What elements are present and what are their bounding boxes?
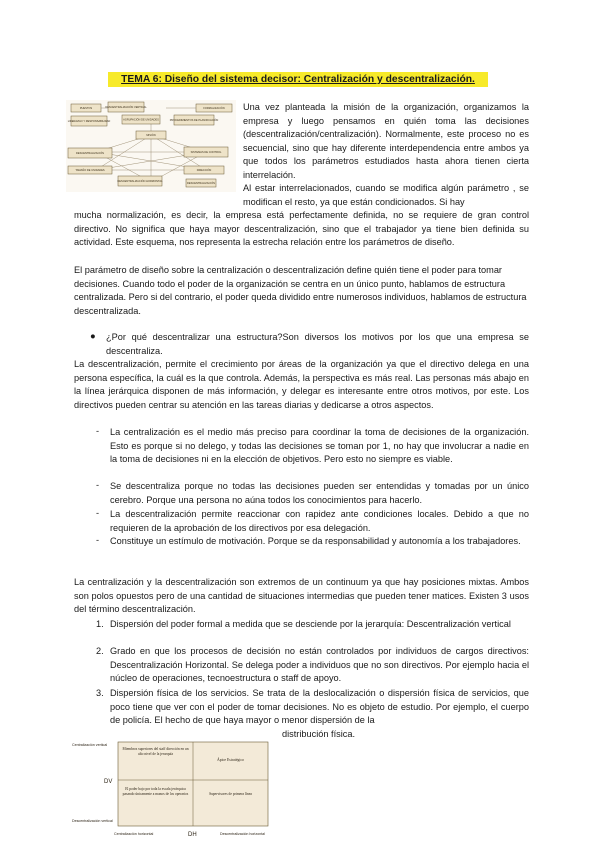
centralization-definition: El parámetro de diseño sobre la centralización o descentralización define quién tiene el poder para tomar decisiones. Cuando todo el poder de la organización se centra en un único punto, hablamos de estructura centralizada. Pero si del contrario, el poder queda dividido entre numerosos individuos, hablamos de estructura descentralizada. xyxy=(74,265,527,316)
x-axis-mid-label: DH xyxy=(188,832,197,838)
bullet-dot: ● xyxy=(90,330,96,341)
usage-item: Dispersión del poder formal a medida que se desciende por la jerarquía: Descentralización vertical xyxy=(110,619,511,629)
list-number: 1. xyxy=(96,619,104,629)
reason-item: Constituye un estímulo de motivación. Porque se da responsabilidad y autonomía a los trabajadores. xyxy=(110,536,521,546)
intro-paragraph-right: Una vez planteada la misión de la organización, organizamos la empresa y luego pensamos en quién toma las decisiones (descentralización/centralización). Normalmente, este proceso no es secuencial, sino que hay diferente interdependencia entre ambos ya que todos los parámetros estudiados hasta ahora tienen cierta interrelación. xyxy=(243,102,529,180)
quadrant-bottom-left: El poder bajo por toda la escala jerárquica pasando únicamente a manos de los operarios xyxy=(122,787,189,796)
fig1-box-label: DESCENTRALIZACIÓN VERTICAL xyxy=(105,106,147,109)
fig1-box-label: AGRUPACIÓN DE UNIDADES xyxy=(123,118,159,122)
fig1-box-label: TAMAÑO DE UNIDADES xyxy=(75,169,105,172)
fig1-box-label: PROCEDIMIENTOS DE PLANIFICACIÓN xyxy=(169,119,219,122)
usage-item: Dispersión física de los servicios. Se trata de la deslocalización o dispersión física de servicios, que poco tiene que ver con el poder de tomar decisiones. No es objeto de estudio. Por ejemplo, el cuerpo de policía. El hecho de que haya mayor o menor dispersión de la xyxy=(110,688,529,726)
fig1-box-label: DESCENTRALIZACIÓN HORIZONTAL xyxy=(117,180,163,183)
reason-item: La descentralización permite reaccionar con rapidez ante condiciones locales. Debido a que no requieren de la aprobación de los directivos por esa delegación. xyxy=(110,509,529,533)
list-number: 2. xyxy=(96,646,104,656)
list-number: 3. xyxy=(96,688,104,698)
reason-item: Se descentraliza porque no todas las decisiones pueden ser entendidas y tomadas por un único cerebro. Porque una persona no aúna todos los conocimientos para hacerlo. xyxy=(110,481,529,505)
fig1-box-label: MISIÓN xyxy=(146,134,156,137)
quadrant-top-right: Ápice Estratégico xyxy=(216,758,245,762)
fig1-box-label: DIRECCIÓN xyxy=(196,169,212,172)
fig1-box-label: FORMALIZACIÓN xyxy=(203,107,225,110)
reason-item: La centralización es el medio más preciso para coordinar la toma de decisiones de la organización. Esto es porque si no delego, y todas las decisiones se toman por 1, no hay que involucrar a nadie en la toma de decisiones ni en la elección de objetivos. Pero esto no siempre es viable. xyxy=(110,427,529,465)
y-axis-bottom-label: Descentralización vertical xyxy=(72,819,113,823)
y-axis-top-label: Centralización vertical xyxy=(72,743,108,747)
parameters-diagram xyxy=(66,100,236,192)
dash-marker: - xyxy=(96,480,100,490)
usage-item: Grado en que los procesos de decisión no están controlados por individuos de cargos directivos: Descentralización Horizontal. Se delega poder a individuos que no son directivos. Por ejemplo hacia el núcleo de operaciones, tecnoestructura o staff de apoyo. xyxy=(110,646,529,684)
intro-paragraph-right-cont: Al estar interrelacionados, cuando se modifica algún parámetro , se modifican el resto, ya que están condicionados. Si hay xyxy=(243,183,529,207)
decentralization-paragraph: La descentralización, permite el crecimiento por áreas de la organización ya que el directivo delega en una persona específica, la cuál es la que controla. Además, la perspectiva es más real. Las personas más abajo en la línea jerárquica disponen de más información, y delegar es interesante entre otros motivos, por este. Los directivos pueden centrar su atención en las tareas diarias y dedicarse a otros aspectos. xyxy=(74,359,529,410)
fig1-box-label: PUESTOS xyxy=(79,107,93,110)
fig1-box-label: SISTEMAS DE CONTROL xyxy=(190,151,222,154)
dash-marker: - xyxy=(96,426,100,436)
quadrant-bottom-right: Supervisores de primera línea xyxy=(209,792,252,796)
bullet-question: ¿Por qué descentralizar una estructura?Son diversos los motivos por los que una empresa se descentraliza. xyxy=(106,332,529,356)
y-axis-mid-label: DV xyxy=(104,779,113,785)
fig1-box-label: LIDERAZGO Y RESPONSABILIDAD xyxy=(67,120,111,123)
decentralization-matrix xyxy=(70,738,280,844)
fig1-box-label: DESCENTRALIZACIÓN xyxy=(76,152,104,155)
x-axis-right-label: Descentralización horizontal xyxy=(220,832,265,836)
page-title: TEMA 6: Diseño del sistema decisor: Centralización y descentralización. xyxy=(108,72,488,87)
x-axis-left-label: Centralización horizontal xyxy=(114,832,154,836)
fig1-box-label: DESCENTRALIZACIÓN xyxy=(187,182,215,185)
quadrant-top-left: Miembros superiores del staff dirección en un alto nivel de la jerarquía xyxy=(122,747,189,756)
dash-marker: - xyxy=(96,508,100,518)
usage-item-tail: distribución física. xyxy=(282,729,356,739)
continuum-paragraph: La centralización y la descentralización son extremos de un continuum ya que hay posiciones mixtas. Ambos son polos opuestos pero de una cantidad de situaciones intermedias que pueden tener matices. Existen 3 usos del término descentralización. xyxy=(74,577,529,615)
intro-paragraph-full: mucha normalización, es decir, la empresa está perfectamente definida, no se requiere de gran control directivo. No significa que haya mayor descentralización, sino que el trabajador ya tiene bien definida su actividad. Este esquema, nos representa la estrecha relación entre los parámetros de diseño. xyxy=(74,210,529,248)
dash-marker: - xyxy=(96,535,100,545)
